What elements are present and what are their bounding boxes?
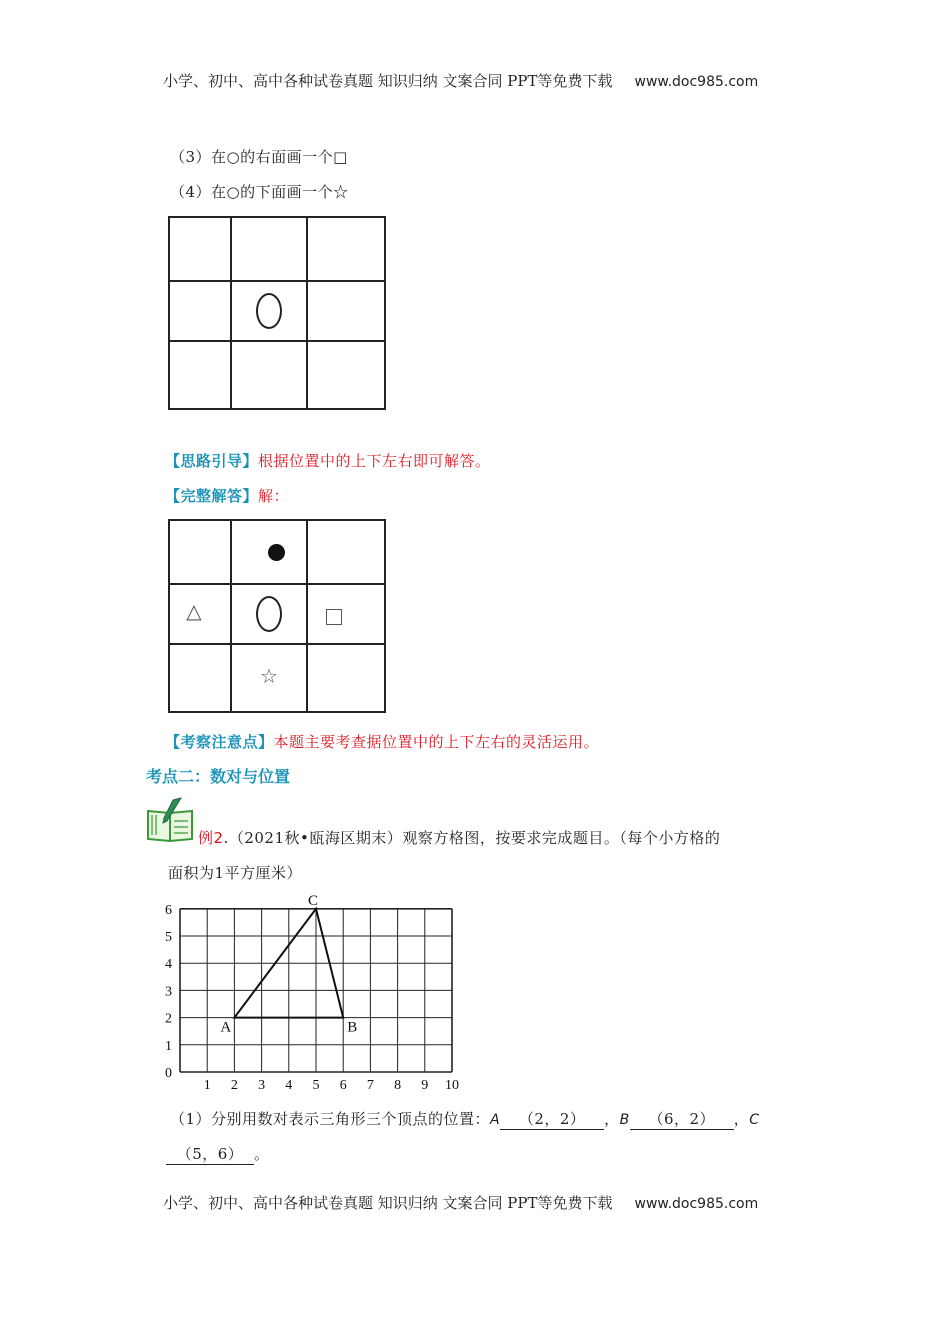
- x-tick-label: 8: [394, 1078, 402, 1093]
- y-tick-label: 2: [165, 1011, 172, 1027]
- footer-site[interactable]: www.doc985.com: [634, 1196, 759, 1212]
- vertex-label-a: A: [220, 1019, 232, 1036]
- coordinate-chart: [160, 892, 480, 1094]
- vertex-a-answer[interactable]: （2，2）: [500, 1108, 604, 1130]
- x-tick-label: 4: [285, 1078, 293, 1093]
- x-tick-label: 10: [445, 1078, 459, 1093]
- x-tick-label: 7: [366, 1078, 374, 1093]
- cell: [308, 342, 384, 408]
- note-label: 【考察注意点】: [165, 733, 274, 751]
- cell: [232, 218, 308, 282]
- section-title: 考点二：数对与位置: [146, 767, 291, 786]
- vertex-label-c: C: [308, 892, 319, 909]
- dot-shape: [268, 544, 285, 561]
- cell: [170, 218, 232, 282]
- vertex-a-label: A: [490, 1112, 501, 1128]
- cell: [232, 645, 308, 711]
- cell: [232, 521, 308, 585]
- sub-question-1: [170, 1108, 760, 1130]
- y-tick-label: 5: [165, 930, 172, 945]
- footer-text: 小学、初中、高中各种试卷真题 知识归纳 文案合同 PPT等免费下载: [163, 1194, 613, 1212]
- y-tick-label: 0: [165, 1066, 172, 1081]
- guide-line: [165, 450, 491, 471]
- y-tick-label: 1: [165, 1038, 172, 1054]
- cell: [308, 218, 384, 282]
- vertex-c-label: C: [749, 1112, 760, 1128]
- circle-shape: [256, 293, 282, 329]
- x-tick-label: 6: [339, 1078, 347, 1093]
- cell: [308, 282, 384, 342]
- example-text-1: .（2021秋•瓯海区期末）观察方格图，按要求完成题目。（每个小方格的: [223, 829, 721, 847]
- cell: [170, 342, 232, 408]
- cell: [170, 282, 232, 342]
- cell: [170, 521, 232, 585]
- circle-shape: [256, 596, 282, 632]
- header-text: 小学、初中、高中各种试卷真题 知识归纳 文案合同 PPT等免费下载: [163, 72, 613, 90]
- vertex-c-answer[interactable]: （5，6）: [166, 1143, 254, 1165]
- page-footer: [163, 1192, 758, 1213]
- sep-2: ，: [733, 1110, 750, 1128]
- square-icon: [326, 609, 342, 625]
- x-tick-label: 3: [258, 1078, 266, 1093]
- x-tick-label: 5: [312, 1078, 320, 1093]
- cell: [232, 585, 308, 645]
- triangle-icon: △: [186, 599, 202, 623]
- answer-label: 【完整解答】: [165, 487, 259, 505]
- example-label: 例2: [198, 829, 224, 847]
- sub1-end: 。: [254, 1145, 270, 1163]
- cell: [170, 585, 232, 645]
- cell: [308, 585, 384, 645]
- answer-line: [165, 485, 289, 506]
- cell: [308, 521, 384, 585]
- note-line: [165, 731, 599, 752]
- cell: [232, 342, 308, 408]
- question-4: （4）在○的下面画一个☆: [170, 183, 349, 201]
- answer-text: 解：: [258, 487, 290, 505]
- y-tick-label: 3: [165, 984, 172, 1000]
- vertex-b-label: B: [619, 1112, 630, 1128]
- vertex-b-answer[interactable]: （6，2）: [630, 1108, 734, 1130]
- cell: [170, 645, 232, 711]
- example-line-1: [198, 827, 720, 848]
- guide-label: 【思路引导】: [165, 452, 259, 470]
- sub-question-1-cont: [166, 1143, 270, 1165]
- vertex-label-b: B: [347, 1019, 358, 1036]
- page-header: [163, 70, 758, 91]
- cell: [308, 645, 384, 711]
- sep-1: ，: [604, 1110, 620, 1128]
- grid-question: [168, 216, 386, 410]
- header-site[interactable]: www.doc985.com: [634, 74, 759, 90]
- y-tick-label: 6: [165, 902, 172, 918]
- grid-answer: [168, 519, 386, 713]
- y-tick-label: 4: [165, 957, 172, 973]
- chart-grid: [180, 909, 452, 1072]
- cell: [232, 282, 308, 342]
- star-icon: ☆: [260, 664, 278, 688]
- example-line-2: 面积为1平方厘米）: [168, 864, 303, 882]
- question-3: （3）在○的右面画一个□: [170, 148, 348, 166]
- guide-text: 根据位置中的上下左右即可解答。: [258, 452, 491, 470]
- x-tick-label: 2: [230, 1078, 238, 1093]
- note-text: 本题主要考查据位置中的上下左右的灵活运用。: [273, 733, 600, 751]
- x-tick-label: 9: [421, 1078, 429, 1093]
- x-tick-label: 1: [203, 1078, 211, 1093]
- sub1-prefix: （1）分别用数对表示三角形三个顶点的位置：: [170, 1110, 491, 1128]
- book-pencil-icon: [145, 797, 195, 843]
